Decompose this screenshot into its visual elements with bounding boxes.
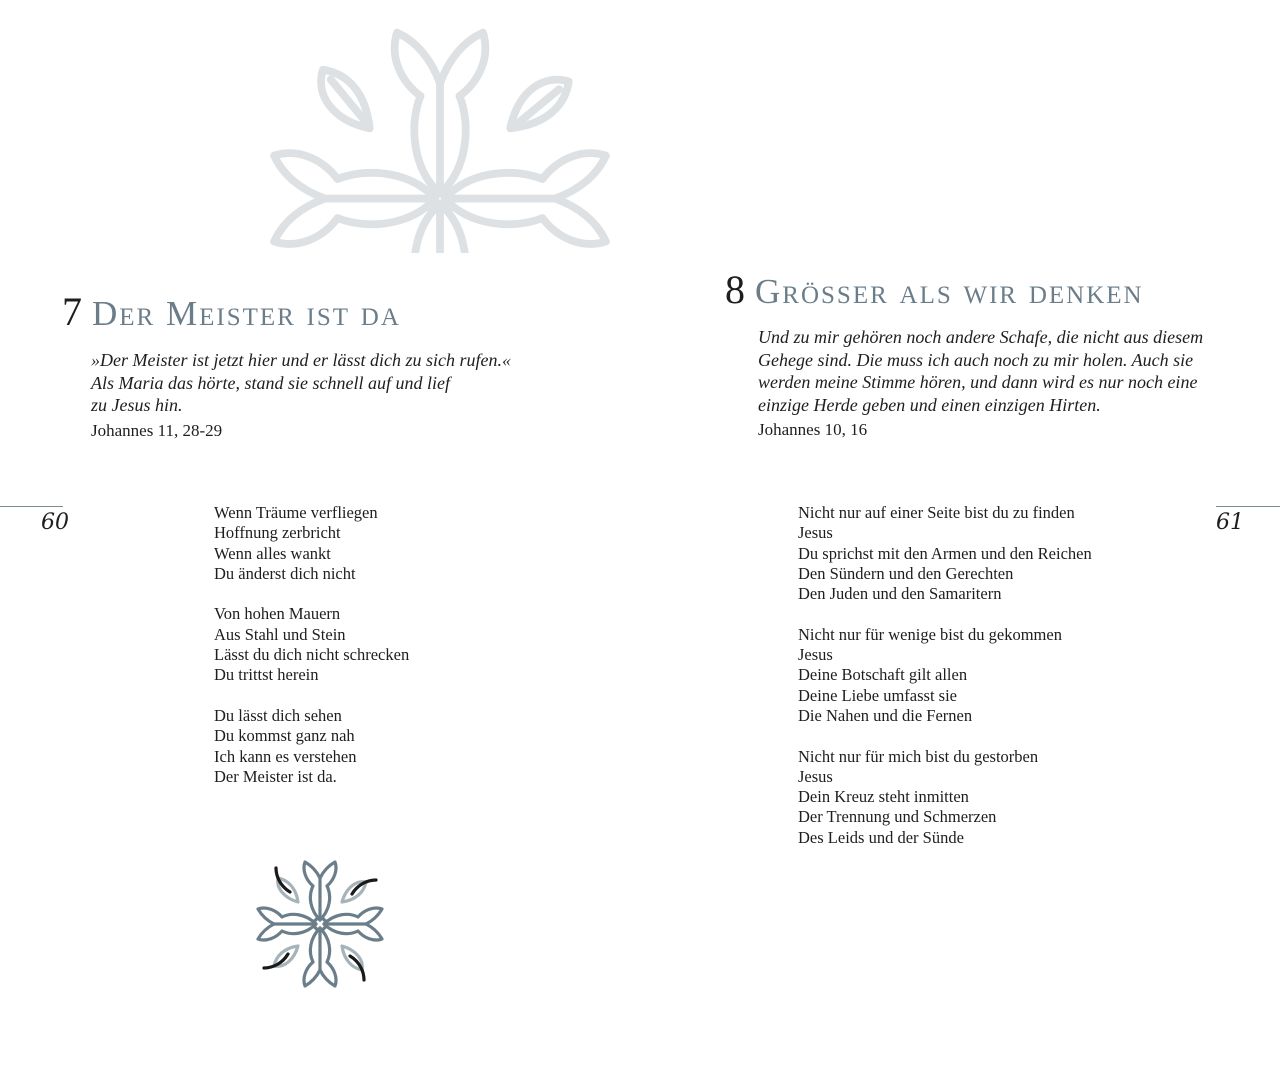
quote-line: einzige Herde geben und einen einzigen Hirten. xyxy=(758,394,1101,415)
page-number-rule xyxy=(0,506,63,507)
page-number: 61 xyxy=(1216,510,1244,535)
poem-line: Jesus xyxy=(798,523,833,543)
quote-line: zu Jesus hin. xyxy=(91,395,183,415)
quote-line: Gehege sind. Die muss ich auch noch zu mir holen. Auch sie xyxy=(758,349,1194,370)
poem-line: Deine Botschaft gilt allen xyxy=(798,665,968,685)
poem-line: Hoffnung zerbricht xyxy=(214,523,341,543)
quote-line: Und zu mir gehören noch andere Schafe, die nicht aus diesem xyxy=(758,327,1204,347)
chapter-heading-8 xyxy=(725,266,1144,313)
poem-line: Der Meister ist da. xyxy=(214,766,337,786)
poem-line: Jesus xyxy=(798,645,833,665)
floral-ornament-icon xyxy=(240,0,640,253)
right-page xyxy=(640,0,1280,1067)
poem-line: Des Leids und der Sünde xyxy=(798,827,964,847)
poem-line: Den Sündern und den Gerechten xyxy=(798,563,1014,583)
poem-stanza xyxy=(798,625,1092,726)
poem-line: Lässt du dich nicht schrecken xyxy=(214,645,410,665)
poem-line: Nicht nur für mich bist du gestorben xyxy=(798,746,1039,766)
quote-line: werden meine Stimme hören, und dann wird es nur noch eine xyxy=(758,372,1198,392)
scripture-quote xyxy=(91,349,511,442)
poem-stanza xyxy=(798,747,1092,848)
poem-stanza xyxy=(214,503,409,584)
poem-line: Den Juden und den Samaritern xyxy=(798,584,1002,604)
poem-line: Du kommst ganz nah xyxy=(214,726,355,746)
quote-line: Als Maria das hörte, stand sie schnell auf und lief xyxy=(91,372,450,393)
scripture-reference: Johannes 11, 28-29 xyxy=(91,420,223,440)
chapter-title: Der Meister ist da xyxy=(92,294,401,333)
chapter-heading-7 xyxy=(62,288,401,335)
poem-stanza xyxy=(798,503,1092,604)
poem-line: Aus Stahl und Stein xyxy=(214,624,346,644)
page-number-rule xyxy=(1216,506,1280,507)
poem-line: Nicht nur für wenige bist du gekommen xyxy=(798,624,1062,644)
poem-stanza xyxy=(214,604,409,685)
poem-stanza xyxy=(214,706,409,787)
poem-line: Jesus xyxy=(798,766,833,786)
poem xyxy=(214,503,409,787)
poem-line: Deine Liebe umfasst sie xyxy=(798,685,957,705)
poem-line: Du sprichst mit den Armen und den Reichen xyxy=(798,543,1092,563)
poem-line: Der Trennung und Schmerzen xyxy=(798,807,997,827)
poem-line: Du lässt dich sehen xyxy=(214,705,342,725)
poem-line: Von hohen Mauern xyxy=(214,604,341,624)
poem-line: Ich kann es verstehen xyxy=(214,746,357,766)
scripture-quote xyxy=(758,326,1203,442)
poem-line: Du trittst herein xyxy=(214,665,319,685)
page-number: 60 xyxy=(41,510,69,535)
chapter-number: 7 xyxy=(62,289,82,334)
quote-line: »Der Meister ist jetzt hier und er lässt dich zu sich rufen.« xyxy=(91,350,511,370)
poem-line: Wenn alles wankt xyxy=(214,543,331,563)
chapter-title: Grösser als wir denken xyxy=(755,272,1144,311)
poem-line: Die Nahen und die Fernen xyxy=(798,705,973,725)
floral-ornament-small-icon xyxy=(248,852,392,996)
poem-line: Du änderst dich nicht xyxy=(214,563,356,583)
chapter-number: 8 xyxy=(725,267,745,312)
poem-line: Wenn Träume verfliegen xyxy=(214,503,378,522)
poem xyxy=(798,503,1092,848)
poem-line: Dein Kreuz steht inmitten xyxy=(798,787,969,807)
scripture-reference: Johannes 10, 16 xyxy=(758,420,868,439)
poem-line: Nicht nur auf einer Seite bist du zu finden xyxy=(798,503,1075,522)
